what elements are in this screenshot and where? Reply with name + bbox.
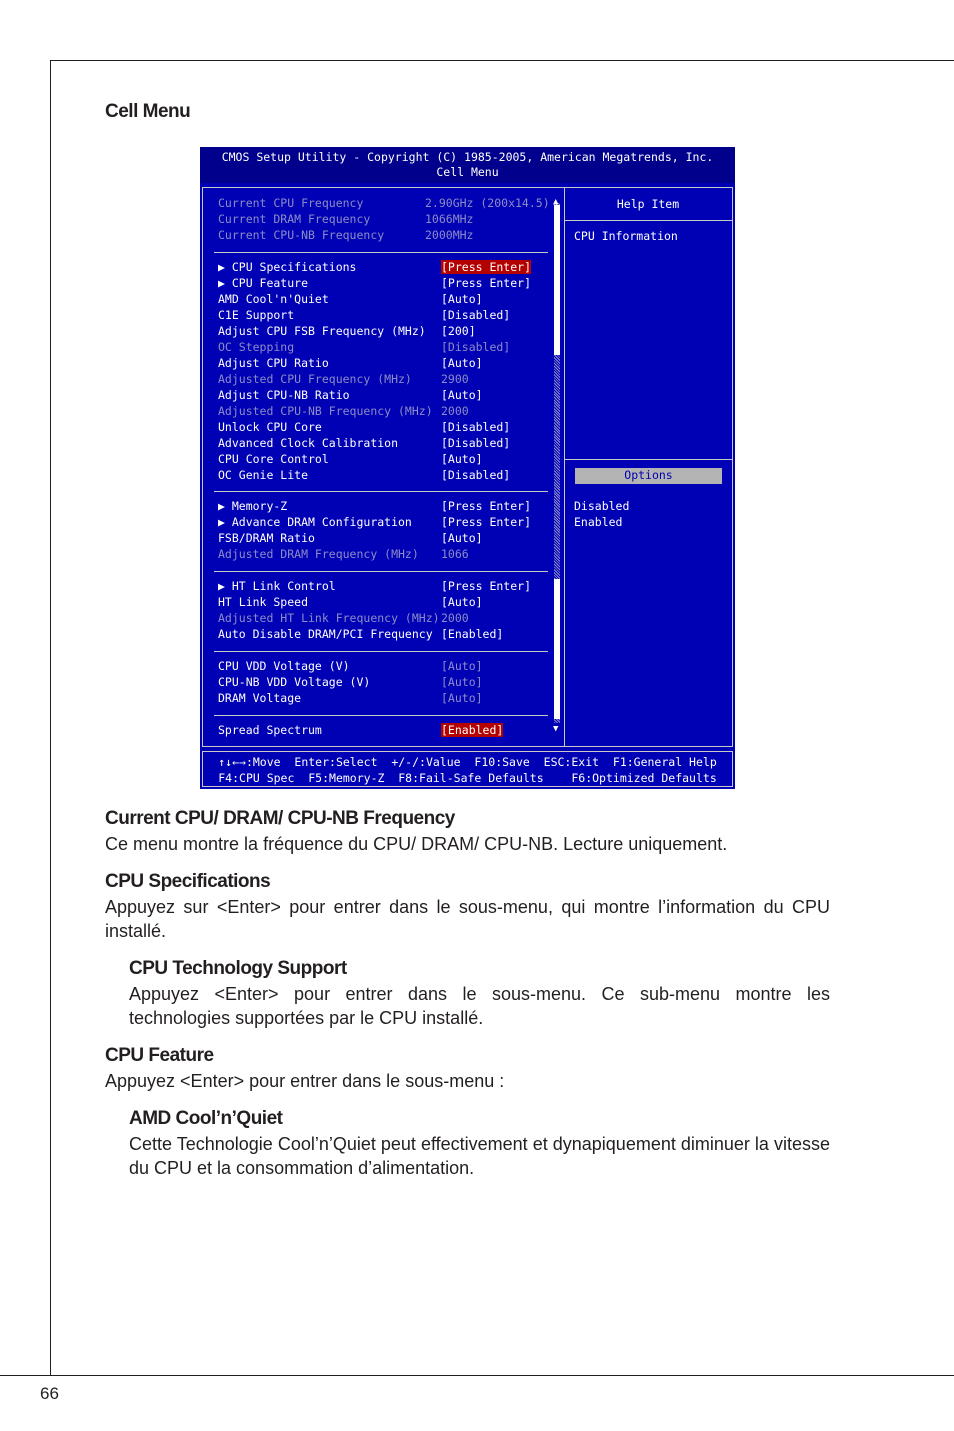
info-label: Current CPU Frequency bbox=[218, 196, 364, 210]
scroll-down-arrow-icon[interactable]: ▼ bbox=[553, 724, 559, 734]
bios-item-cpu-core-control[interactable]: CPU Core Control [Auto] bbox=[218, 452, 483, 466]
group-divider bbox=[214, 651, 548, 652]
bios-header-copyright: CMOS Setup Utility - Copyright (C) 1985-2005, American Megatrends, Inc. bbox=[221, 150, 714, 164]
bios-item-advance-dram-configuration[interactable]: ▶ Advance DRAM Configuration [Press Enter] bbox=[218, 515, 532, 529]
bios-item-spread-spectrum[interactable]: Spread Spectrum [Enabled] bbox=[218, 723, 504, 737]
bios-item-unlock-cpu-core[interactable]: Unlock CPU Core [Disabled] bbox=[218, 420, 511, 434]
options-divider bbox=[565, 459, 732, 460]
help-divider bbox=[565, 220, 732, 221]
bios-item-fsb-dram-ratio[interactable]: FSB/DRAM Ratio [Auto] bbox=[218, 531, 483, 545]
group-divider bbox=[214, 491, 548, 492]
text-cpu-technology-support: Appuyez <Enter> pour entrer dans le sous-menu. Ce sub-menu montre les technologies supportées par le CPU installé. bbox=[129, 984, 830, 1028]
scrollbar-thumb[interactable] bbox=[554, 205, 560, 355]
bios-item-adjust-cpu-fsb-frequency[interactable]: Adjust CPU FSB Frequency (MHz) [200] bbox=[218, 324, 476, 338]
bios-item-advanced-clock-calibration[interactable]: Advanced Clock Calibration [Disabled] bbox=[218, 436, 511, 450]
heading-amd-cool-n-quiet: AMD Cool’n’Quiet bbox=[129, 1108, 283, 1129]
bios-item-cpu-feature[interactable]: ▶ CPU Feature [Press Enter] bbox=[218, 276, 532, 290]
bios-item-cpu-nb-vdd-voltage[interactable]: CPU-NB VDD Voltage (V) [Auto] bbox=[218, 675, 483, 689]
bios-item-adjust-cpu-nb-ratio[interactable]: Adjust CPU-NB Ratio [Auto] bbox=[218, 388, 483, 402]
info-row bbox=[218, 212, 548, 228]
selected-value: [Press Enter] bbox=[441, 260, 532, 274]
section-title: Cell Menu bbox=[105, 101, 191, 122]
info-value: 1066MHz bbox=[425, 212, 474, 226]
top-rule bbox=[50, 60, 954, 61]
text-cpu-specifications: Appuyez sur <Enter> pour entrer dans le sous-menu, qui montre l’information du CPU installé. bbox=[105, 897, 830, 941]
scrollbar-thumb[interactable] bbox=[554, 579, 560, 719]
bios-item-amd-cool-n-quiet[interactable]: AMD Cool'n'Quiet [Auto] bbox=[218, 292, 483, 306]
bios-item-oc-genie-lite[interactable]: OC Genie Lite [Disabled] bbox=[218, 468, 511, 482]
bios-item-adjusted-cpu-nb-frequency: Adjusted CPU-NB Frequency (MHz) 2000 bbox=[218, 404, 469, 418]
bios-item-cpu-vdd-voltage[interactable]: CPU VDD Voltage (V) [Auto] bbox=[218, 659, 483, 673]
options-title: Options bbox=[575, 468, 722, 484]
bios-item-ht-link-speed[interactable]: HT Link Speed [Auto] bbox=[218, 595, 483, 609]
selected-value: [Enabled] bbox=[441, 723, 504, 737]
group-divider bbox=[214, 252, 548, 253]
bios-item-dram-voltage[interactable]: DRAM Voltage [Auto] bbox=[218, 691, 483, 705]
bios-header bbox=[200, 147, 735, 183]
info-label: Current CPU-NB Frequency bbox=[218, 228, 385, 242]
bios-screen bbox=[200, 147, 735, 789]
help-item-title: Help Item bbox=[616, 197, 680, 211]
info-label: Current DRAM Frequency bbox=[218, 212, 371, 226]
option-enabled[interactable]: Enabled bbox=[574, 515, 623, 529]
text-cpu-feature: Appuyez <Enter> pour entrer dans le sous-menu : bbox=[105, 1071, 505, 1091]
left-rule bbox=[50, 60, 51, 1375]
info-value: 2.90GHz (200x14.5) bbox=[425, 196, 550, 210]
heading-current-frequency: Current CPU/ DRAM/ CPU-NB Frequency bbox=[105, 808, 455, 829]
bios-help-frame bbox=[564, 187, 733, 747]
bios-item-adjusted-cpu-frequency: Adjusted CPU Frequency (MHz) 2900 bbox=[218, 372, 469, 386]
bios-item-ht-link-control[interactable]: ▶ HT Link Control [Press Enter] bbox=[218, 579, 532, 593]
help-item-text: CPU Information bbox=[574, 229, 678, 243]
info-value: 2000MHz bbox=[425, 228, 474, 242]
group-divider bbox=[214, 715, 548, 716]
bios-footer-keys-line1: ↑↓←→:Move Enter:Select +/-/:Value F10:Save ESC:Exit F1:General Help bbox=[218, 755, 717, 769]
heading-cpu-specifications: CPU Specifications bbox=[105, 871, 271, 892]
bios-item-oc-stepping: OC Stepping [Disabled] bbox=[218, 340, 511, 354]
info-row bbox=[218, 196, 548, 212]
bios-item-auto-disable-dram-pci-frequency[interactable]: Auto Disable DRAM/PCI Frequency [Enabled] bbox=[218, 627, 504, 641]
text-current-frequency: Ce menu montre la fréquence du CPU/ DRAM/ CPU-NB. Lecture uniquement. bbox=[105, 834, 728, 854]
scroll-up-arrow-icon[interactable]: ▲ bbox=[553, 197, 559, 207]
info-row bbox=[218, 228, 548, 244]
group-divider bbox=[214, 571, 548, 572]
bios-item-adjusted-ht-link-frequency: Adjusted HT Link Frequency (MHz) 2000 bbox=[218, 611, 469, 625]
bios-header-menu-name: Cell Menu bbox=[436, 165, 499, 179]
bios-item-c1e-support[interactable]: C1E Support [Disabled] bbox=[218, 308, 511, 322]
option-disabled[interactable]: Disabled bbox=[574, 499, 630, 513]
bios-footer-keys-line2: F4:CPU Spec F5:Memory-Z F8:Fail-Safe Defaults F6:Optimized Defaults bbox=[218, 771, 717, 785]
bios-item-memory-z[interactable]: ▶ Memory-Z [Press Enter] bbox=[218, 499, 532, 513]
page-number: 66 bbox=[40, 1384, 59, 1403]
heading-cpu-technology-support: CPU Technology Support bbox=[129, 958, 347, 979]
bios-item-adjusted-dram-frequency: Adjusted DRAM Frequency (MHz) 1066 bbox=[218, 547, 469, 561]
text-amd-cool-n-quiet: Cette Technologie Cool’n’Quiet peut effectivement et dynapiquement diminuer la vitesse du CPU et la consommation d’alimentation. bbox=[129, 1134, 830, 1178]
bios-item-cpu-specifications[interactable]: ▶ CPU Specifications [Press Enter] bbox=[218, 260, 532, 274]
heading-cpu-feature: CPU Feature bbox=[105, 1045, 214, 1066]
bios-item-adjust-cpu-ratio[interactable]: Adjust CPU Ratio [Auto] bbox=[218, 356, 483, 370]
bottom-rule bbox=[0, 1375, 954, 1376]
